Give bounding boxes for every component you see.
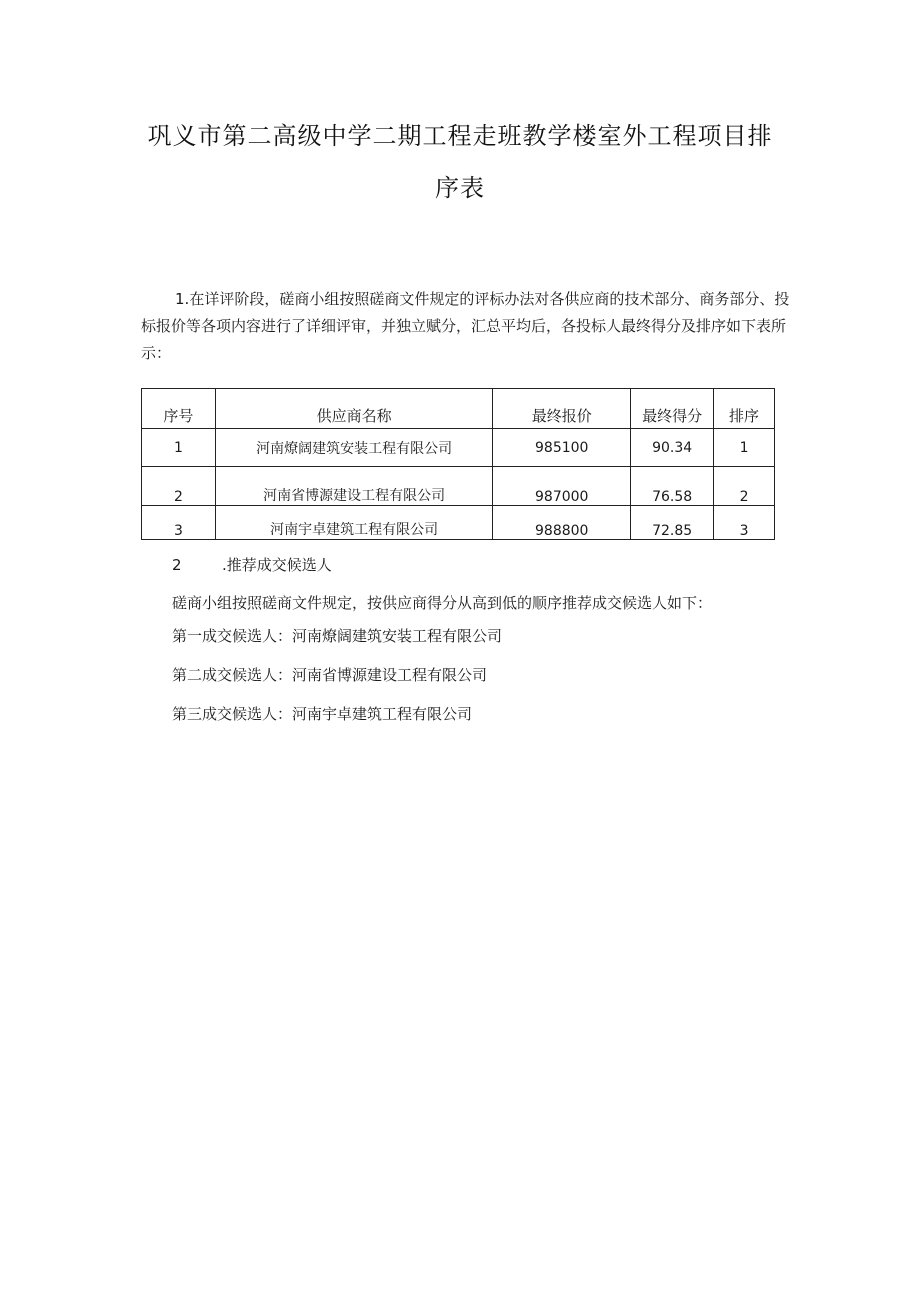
- cell-index: 3: [142, 506, 216, 540]
- header-supplier: 供应商名称: [215, 389, 492, 429]
- cell-index: 2: [142, 467, 216, 506]
- cell-supplier: 河南燎阔建筑安装工程有限公司: [215, 429, 492, 467]
- header-index: 序号: [142, 389, 216, 429]
- cell-rank: 1: [714, 429, 775, 467]
- intro-number: 1: [175, 290, 185, 308]
- intro-text: .在详评阶段，磋商小组按照磋商文件规定的评标办法对各供应商的技术部分、商务部分、投标报价等各项内容进行了详细评审，并独立赋分，汇总平均后，各投标人最终得分及排序如下表所示：: [141, 290, 790, 362]
- candidate-name: 河南燎阔建筑安装工程有限公司: [292, 627, 503, 645]
- ranking-table: [141, 388, 775, 540]
- section2-heading-text: .推荐成交候选人: [222, 556, 332, 574]
- document-title-line-1: 巩义市第二高级中学二期工程走班教学楼室外工程项目排: [147, 122, 773, 150]
- candidate-line: [172, 703, 472, 724]
- cell-index: 1: [142, 429, 216, 467]
- header-rank: 排序: [714, 389, 775, 429]
- section2-heading: [172, 554, 332, 575]
- table-row: [142, 506, 775, 540]
- cell-score: 72.85: [631, 506, 714, 540]
- cell-price: 987000: [493, 467, 631, 506]
- candidate-label: 第二成交候选人：: [172, 666, 293, 684]
- cell-rank: 2: [714, 467, 775, 506]
- candidate-line: [172, 625, 502, 646]
- table-header-row: [142, 389, 775, 429]
- cell-score: 76.58: [631, 467, 714, 506]
- section2-number: 2: [172, 556, 182, 574]
- candidate-label: 第一成交候选人：: [172, 627, 293, 645]
- section2-description: 磋商小组按照磋商文件规定，按供应商得分从高到低的顺序推荐成交候选人如下：: [172, 594, 713, 612]
- cell-rank: 3: [714, 506, 775, 540]
- cell-supplier: 河南宇卓建筑工程有限公司: [215, 506, 492, 540]
- table-row: [142, 429, 775, 467]
- cell-supplier: 河南省博源建设工程有限公司: [215, 467, 492, 506]
- candidate-line: [172, 664, 487, 685]
- header-score: 最终得分: [631, 389, 714, 429]
- candidate-label: 第三成交候选人：: [172, 705, 293, 723]
- document-title-line-2: 序表: [435, 174, 485, 202]
- header-price: 最终报价: [493, 389, 631, 429]
- table-row: [142, 467, 775, 506]
- cell-price: 988800: [493, 506, 631, 540]
- candidate-name: 河南省博源建设工程有限公司: [292, 666, 488, 684]
- cell-score: 90.34: [631, 429, 714, 467]
- intro-paragraph: [141, 286, 791, 367]
- candidate-name: 河南宇卓建筑工程有限公司: [292, 705, 473, 723]
- cell-price: 985100: [493, 429, 631, 467]
